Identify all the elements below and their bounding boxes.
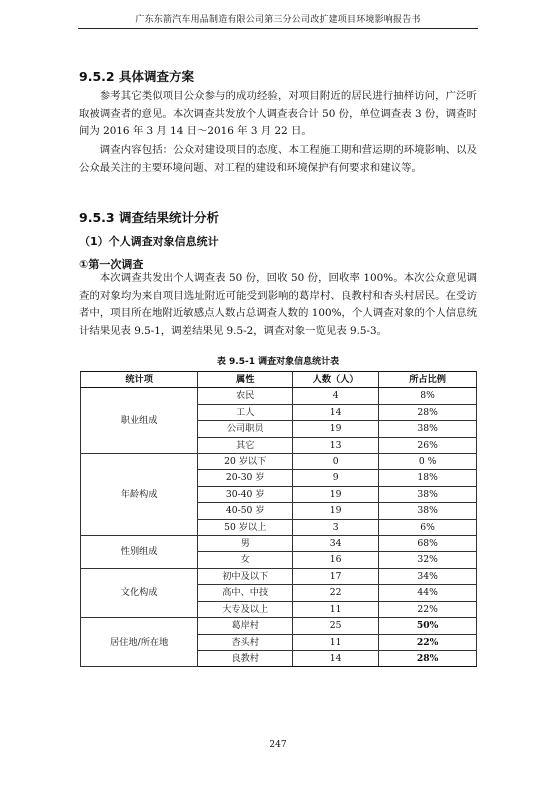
attribute-cell: 30-40 岁: [198, 486, 293, 502]
percent-cell: 22%: [379, 601, 477, 617]
attribute-cell: 50 岁以上: [198, 519, 293, 535]
percent-cell: 44%: [379, 585, 477, 601]
attribute-cell: 20 岁以下: [198, 454, 293, 470]
survey-statistics-table: [80, 371, 477, 667]
table-row: [81, 454, 477, 470]
percent-cell: 22%: [379, 634, 477, 650]
attribute-cell: 初中及以下: [198, 568, 293, 584]
header-cell-percent: 所占比例: [379, 372, 477, 388]
table-row: [81, 618, 477, 634]
header-cell-item: 统计项: [81, 372, 198, 388]
attribute-cell: 40-50 岁: [198, 503, 293, 519]
group-cell-gender: 性别组成: [81, 536, 198, 569]
percent-cell: 6%: [379, 519, 477, 535]
table-row: [81, 388, 477, 404]
group-cell-age: 年龄构成: [81, 454, 198, 536]
section-9-5-2-paragraph-1: 参考其它类似项目公众参与的成功经验，对项目附近的居民进行抽样访问，广泛听取被调查者的意见。本次调查共发放个人调查表合计 50 份，单位调查表 3 份，调查时间为 2016 年 3 月 14 日～2016 年 3 月 22 日。: [79, 90, 477, 138]
percent-cell: 8%: [379, 388, 477, 404]
table-caption: 表 9.5-1 调查对象信息统计表: [216, 357, 340, 367]
count-cell: 19: [293, 503, 379, 519]
attribute-cell: 良教村: [198, 650, 293, 666]
attribute-cell: 公司职员: [198, 421, 293, 437]
subsection-first-survey: ①第一次调查: [79, 258, 144, 271]
count-cell: 34: [293, 536, 379, 552]
count-cell: 13: [293, 437, 379, 453]
running-header: 广东东箭汽车用品制造有限公司第三分公司改扩建项目环境影响报告书: [135, 15, 421, 25]
attribute-cell: 女: [198, 552, 293, 568]
count-cell: 11: [293, 601, 379, 617]
percent-cell: 68%: [379, 536, 477, 552]
section-9-5-3-title: 9.5.3 调查结果统计分析: [79, 210, 219, 225]
count-cell: 0: [293, 454, 379, 470]
page-number: 247: [269, 740, 287, 750]
attribute-cell: 杏头村: [198, 634, 293, 650]
percent-cell: 38%: [379, 486, 477, 502]
attribute-cell: 男: [198, 536, 293, 552]
group-cell-education: 文化构成: [81, 568, 198, 617]
header-cell-count: 人数（人）: [293, 372, 379, 388]
table-header-row: [81, 372, 477, 388]
section-9-5-3-paragraph: 本次调查共发出个人调查表 50 份，回收 50 份，回收率 100%。本次公众意见调查的对象均为来自项目选址附近可能受到影响的葛岸村、良教村和杏头村居民。在受访者中，项目所在地附近敏感点人数占总调查人数的 100%，个人调查对象的个人信息统计结果见表 9.5-1，调差结果见 9.5-2，调查对象一览见表 9.5-3。: [79, 272, 477, 338]
count-cell: 25: [293, 618, 379, 634]
count-cell: 11: [293, 634, 379, 650]
attribute-cell: 高中、中技: [198, 585, 293, 601]
table-row: [81, 536, 477, 552]
percent-cell: 0 %: [379, 454, 477, 470]
section-9-5-2-title: 9.5.2 具体调查方案: [79, 69, 194, 84]
count-cell: 19: [293, 486, 379, 502]
table-row: [81, 568, 477, 584]
percent-cell: 28%: [379, 650, 477, 666]
percent-cell: 26%: [379, 437, 477, 453]
percent-cell: 18%: [379, 470, 477, 486]
attribute-cell: 农民: [198, 388, 293, 404]
attribute-cell: 大专及以上: [198, 601, 293, 617]
attribute-cell: 工人: [198, 404, 293, 420]
section-9-5-2-paragraph-2: 调查内容包括：公众对建设项目的态度、本工程施工期和营运期的环境影响、以及公众最关注的主要环境问题、对工程的建设和环境保护有何要求和建议等。: [79, 144, 477, 174]
attribute-cell: 其它: [198, 437, 293, 453]
percent-cell: 50%: [379, 618, 477, 634]
count-cell: 16: [293, 552, 379, 568]
percent-cell: 34%: [379, 568, 477, 584]
subsection-personal-info: （1）个人调查对象信息统计: [79, 235, 219, 248]
header-cell-attribute: 属性: [198, 372, 293, 388]
group-cell-occupation: 职业组成: [81, 388, 198, 454]
percent-cell: 32%: [379, 552, 477, 568]
group-cell-residence: 居住地/所在地: [81, 618, 198, 667]
header-rule: [78, 28, 478, 29]
count-cell: 17: [293, 568, 379, 584]
percent-cell: 38%: [379, 421, 477, 437]
count-cell: 4: [293, 388, 379, 404]
attribute-cell: 20-30 岁: [198, 470, 293, 486]
count-cell: 3: [293, 519, 379, 535]
percent-cell: 28%: [379, 404, 477, 420]
count-cell: 22: [293, 585, 379, 601]
attribute-cell: 葛岸村: [198, 618, 293, 634]
count-cell: 9: [293, 470, 379, 486]
count-cell: 19: [293, 421, 379, 437]
count-cell: 14: [293, 404, 379, 420]
count-cell: 14: [293, 650, 379, 666]
percent-cell: 38%: [379, 503, 477, 519]
